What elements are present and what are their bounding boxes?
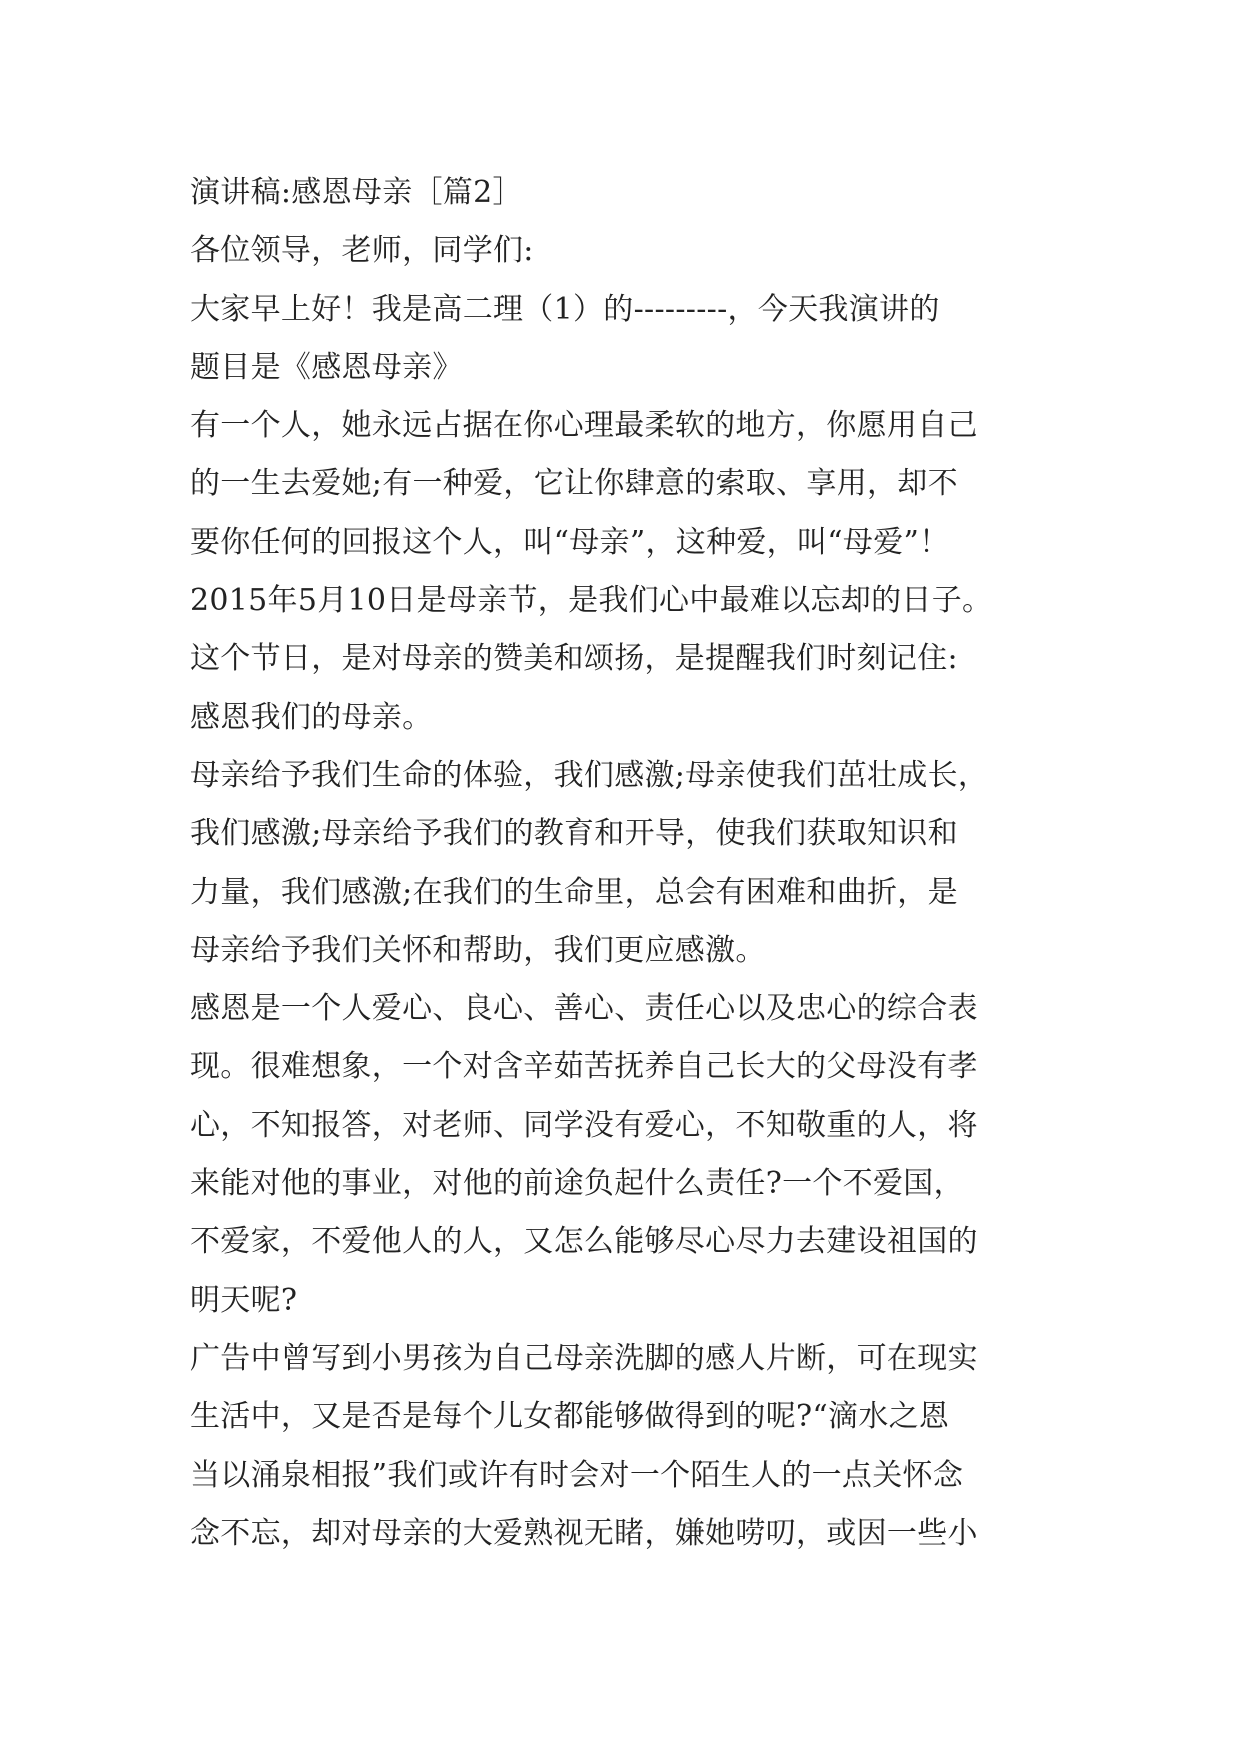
text-line: 有一个人，她永远占据在你心理最柔软的地方，你愿用自己: [190, 408, 978, 444]
greeting-line: 各位领导，老师，同学们:: [190, 233, 534, 269]
text-line: 广告中曾写到小男孩为自己母亲洗脚的感人片断，可在现实: [190, 1340, 978, 1376]
text-line: 母亲给予我们生命的体验，我们感激;母亲使我们茁壮成长，: [190, 757, 989, 793]
text-line: 感恩我们的母亲。: [190, 699, 433, 735]
text-line: 生活中，又是否是每个儿女都能够做得到的呢?“滴水之恩: [190, 1399, 950, 1435]
document-title: 演讲稿:感恩母亲［篇2］: [190, 175, 523, 210]
text-line: 来能对他的事业，对他的前途负起什么责任?一个不爱国，: [190, 1166, 964, 1202]
text-line: 的一生去爱她;有一种爱，它让你肆意的索取、享用，却不: [190, 466, 958, 502]
text-line: 2015年5月10日是母亲节，是我们心中最难以忘却的日子。: [190, 583, 993, 619]
text-line: 感恩是一个人爱心、良心、善心、责任心以及忠心的综合表: [190, 991, 978, 1027]
text-line: 当以涌泉相报”我们或许有时会对一个陌生人的一点关怀念: [190, 1457, 964, 1493]
text-line: 我们感激;母亲给予我们的教育和开导，使我们获取知识和: [190, 816, 958, 852]
text-line: 力量，我们感激;在我们的生命里，总会有困难和曲折，是: [190, 874, 958, 910]
text-line: 母亲给予我们关怀和帮助，我们更应感激。: [190, 932, 766, 968]
document-body: [190, 164, 1050, 1563]
text-line: 心，不知报答，对老师、同学没有爱心，不知敬重的人，将: [190, 1107, 978, 1143]
text-line: 题目是《感恩母亲》: [190, 349, 463, 385]
text-line: 要你任何的回报这个人，叫“母亲”，这种爱，叫“母爱”！: [190, 524, 950, 560]
text-line: 这个节日，是对母亲的赞美和颂扬，是提醒我们时刻记住:: [190, 641, 958, 677]
text-line: 明天呢?: [190, 1282, 298, 1318]
text-line: 现。很难想象，一个对含辛茹苦抚养自己长大的父母没有孝: [190, 1049, 978, 1085]
text-line: 大家早上好！我是高二理（1）的---------，今天我演讲的: [190, 291, 940, 327]
text-line: 念不忘，却对母亲的大爱熟视无睹，嫌她唠叨，或因一些小: [190, 1515, 978, 1551]
text-line: 不爱家，不爱他人的人，又怎么能够尽心尽力去建设祖国的: [190, 1224, 978, 1260]
